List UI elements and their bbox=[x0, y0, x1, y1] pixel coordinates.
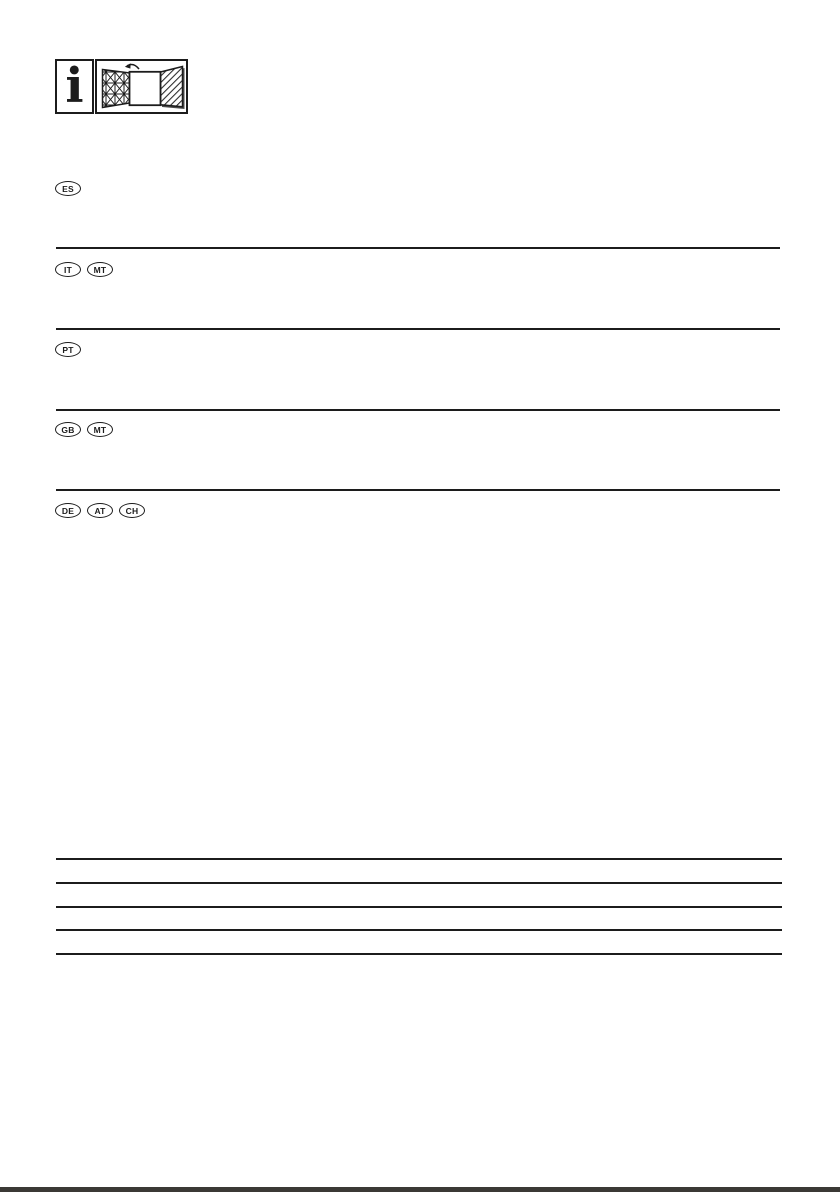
page-bottom-edge bbox=[0, 1187, 840, 1192]
foldout-icon-box bbox=[95, 59, 188, 114]
language-row-de-at-ch bbox=[55, 503, 145, 518]
language-badge-de: DE bbox=[55, 503, 81, 518]
section-divider bbox=[56, 328, 780, 330]
info-icon: i bbox=[65, 57, 84, 114]
language-badge-mt: MT bbox=[87, 262, 113, 277]
section-divider bbox=[56, 409, 780, 411]
ruled-line bbox=[56, 858, 782, 860]
language-row-es bbox=[55, 181, 81, 196]
info-icon-box bbox=[55, 59, 94, 114]
ruled-line bbox=[56, 953, 782, 955]
language-badge-pt: PT bbox=[55, 342, 81, 357]
language-badge-mt: MT bbox=[87, 422, 113, 437]
ruled-line bbox=[56, 882, 782, 884]
ruled-line bbox=[56, 929, 782, 931]
language-badge-gb: GB bbox=[55, 422, 81, 437]
language-badge-it: IT bbox=[55, 262, 81, 277]
language-row-pt bbox=[55, 342, 81, 357]
language-badge-at: AT bbox=[87, 503, 113, 518]
section-divider bbox=[56, 489, 780, 491]
language-row-it-mt bbox=[55, 262, 113, 277]
ruled-line bbox=[56, 906, 782, 908]
section-divider bbox=[56, 247, 780, 249]
foldout-page-icon bbox=[97, 61, 186, 112]
language-badge-es: ES bbox=[55, 181, 81, 196]
language-row-gb-mt bbox=[55, 422, 113, 437]
language-badge-ch: CH bbox=[119, 503, 145, 518]
